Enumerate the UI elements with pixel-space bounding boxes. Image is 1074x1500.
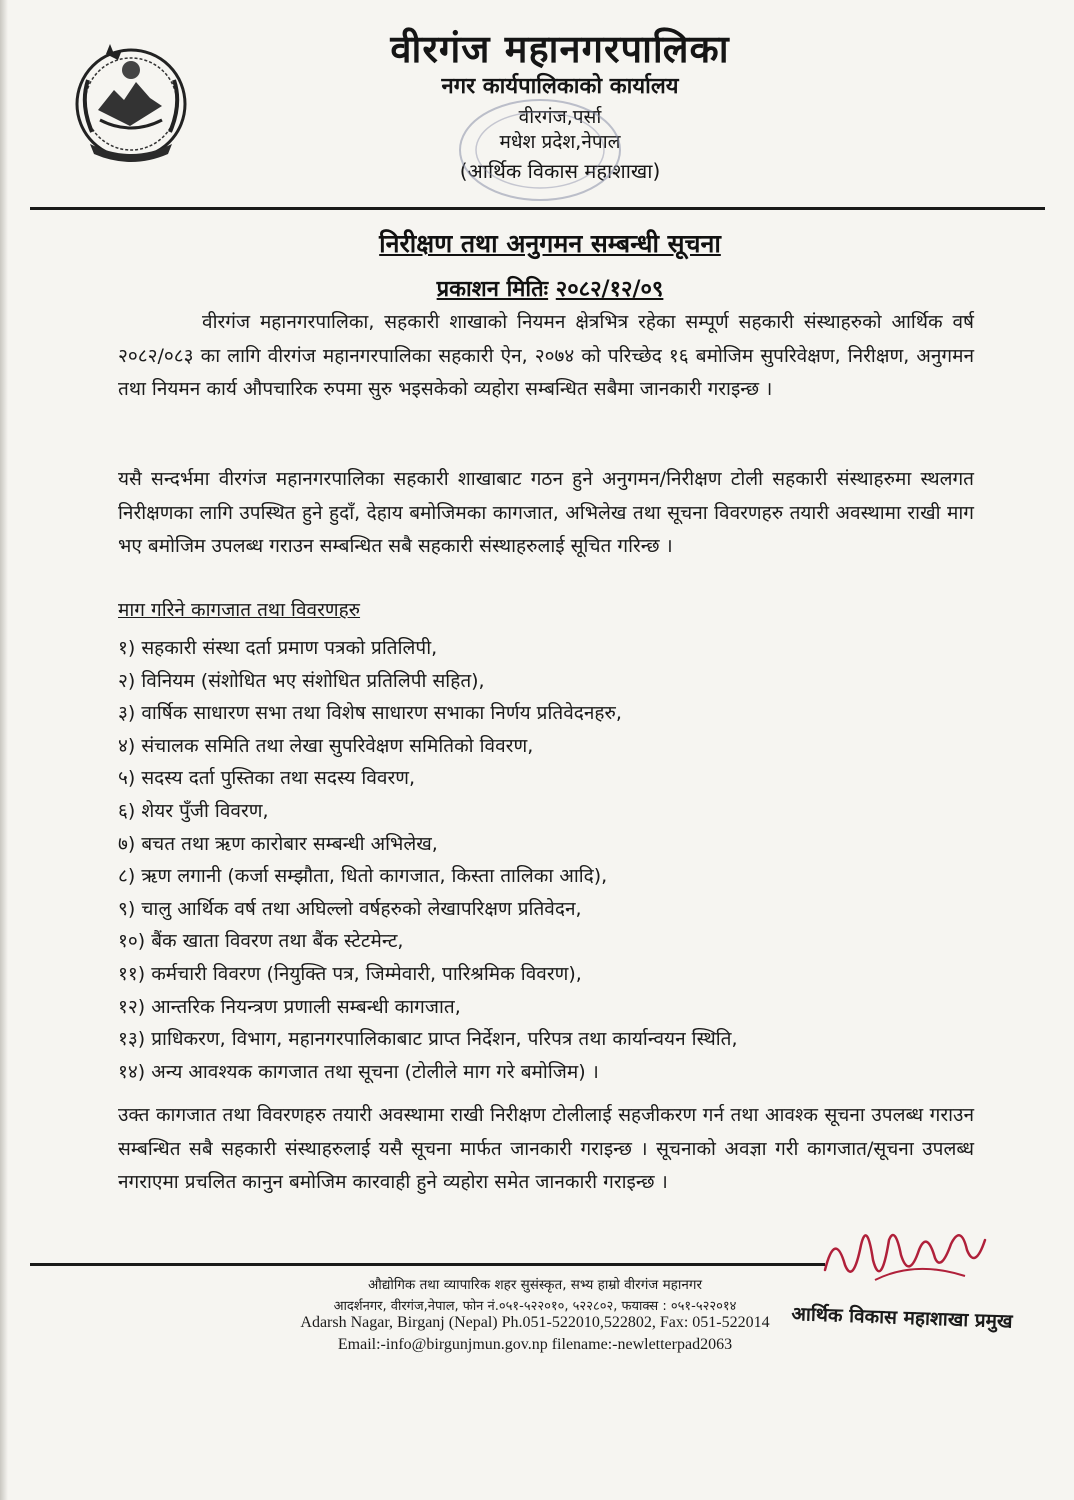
scan-edge-shadow xyxy=(0,0,8,1500)
footer-address-english: Adarsh Nagar, Birganj (Nepal) Ph.051-522010,522802, Fax: 051-522014 xyxy=(300,1314,770,1331)
list-item: ९) चालु आर्थिक वर्ष तथा अघिल्लो वर्षहरुको लेखापरिक्षण प्रतिवेदन, xyxy=(118,897,582,920)
header-divider xyxy=(30,207,1045,210)
footer-slogan: औद्योगिक तथा व्यापारिक शहर सुसंस्कृत, सभ्य हाम्रो वीरगंज महानगर xyxy=(368,1277,702,1293)
publication-date-value: २०८२/१२/०९ xyxy=(555,277,664,302)
signatory-title: आर्थिक विकास महाशाखा प्रमुख xyxy=(791,1302,1013,1333)
list-item: ६) शेयर पुँजी विवरण, xyxy=(118,799,269,822)
list-item: १३) प्राधिकरण, विभाग, महानगरपालिकाबाट प्राप्त निर्देशन, परिपत्र तथा कार्यान्वयन स्थिति, xyxy=(118,1028,738,1051)
publication-date-label: प्रकाशन मितिः xyxy=(436,277,549,302)
list-item: ३) वार्षिक साधारण सभा तथा विशेष साधारण सभाका निर्णय प्रतिवेदनहरु, xyxy=(118,702,622,725)
notice-paragraph-3: उक्त कागजात तथा विवरणहरु तयारी अवस्थामा राखी निरीक्षण टोलीलाई सहजीकरण गर्न तथा आवश्क सूचना उपलब्ध गराउन सम्बन्धित सबै सहकारी संस्थाहरुलाई यसै सूचना मार्फत जानकारी गराइन्छ । सूचनाको अवज्ञा गरी कागजात/सूचना उपलब्ध नगराएमा प्रचलित कानुन बमोजिम कारवाही हुने व्यहोरा समेत जानकारी गराइन्छ । xyxy=(118,1104,974,1193)
nepal-emblem-icon xyxy=(70,40,192,168)
footer-email: Email:-info@birgunjmun.gov.np filename:-newletterpad2063 xyxy=(337,1336,733,1353)
handwritten-signature-icon xyxy=(815,1210,995,1295)
address-line-1: वीरगंज,पर्सा xyxy=(518,106,602,128)
list-item: ४) संचालक समिति तथा लेखा सुपरिवेक्षण समितिको विवरण, xyxy=(118,734,534,757)
list-item: ८) ऋण लगानी (कर्जा सम्झौता, धितो कागजात, किस्ता तालिका आदि), xyxy=(118,865,608,888)
list-item: १०) बैंक खाता विवरण तथा बैंक स्टेटमेन्ट, xyxy=(118,930,404,953)
list-item: १) सहकारी संस्था दर्ता प्रमाण पत्रको प्रतिलिपी, xyxy=(118,637,438,659)
notice-paragraph-1: वीरगंज महानगरपालिका, सहकारी शाखाको नियमन क्षेत्रभित्र रहेका सम्पूर्ण सहकारी संस्थाहरुको आर्थिक वर्ष २०८२/०८३ का लागि वीरगंज महानगरपालिका सहकारी ऐन, २०७४ को परिच्छेद १६ बमोजिम सुपरिवेक्षण, निरीक्षण, अनुगमन तथा नियमन कार्य औपचारिक रुपमा सुरु भइसकेको व्यहोरा सम्बन्धित सबैमा जानकारी गराइन्छ । xyxy=(118,311,974,400)
list-item: ५) सदस्य दर्ता पुस्तिका तथा सदस्य विवरण, xyxy=(118,767,415,790)
list-item: १२) आन्तरिक नियन्त्रण प्रणाली सम्बन्धी कागजात, xyxy=(118,995,461,1018)
list-item: ११) कर्मचारी विवरण (नियुक्ति पत्र, जिम्मेवारी, पारिश्रमिक विवरण), xyxy=(118,962,582,985)
publication-date xyxy=(200,273,900,303)
list-item: १४) अन्य आवश्यक कागजात तथा सूचना (टोलीले माग गरे बमोजिम) । xyxy=(118,1060,599,1083)
office-name: नगर कार्यपालिकाको कार्यालय xyxy=(441,74,679,99)
municipality-name: वीरगंज महानगरपालिका xyxy=(390,27,730,71)
notice-title: निरीक्षण तथा अनुगमन सम्बन्धी सूचना xyxy=(379,229,721,258)
footer-divider xyxy=(30,1263,825,1266)
document-list xyxy=(118,632,974,1088)
document-list-heading: माग गरिने कागजात तथा विवरणहरु xyxy=(118,599,361,621)
notice-paragraph-2: यसै सन्दर्भमा वीरगंज महानगरपालिका सहकारी शाखाबाट गठन हुने अनुगमन/निरीक्षण टोली सहकारी संस्थाहरुमा स्थलगत निरीक्षणका लागि उपस्थित हुने हुदाँ, देहाय बमोजिमका कागजात, अभिलेख तथा सूचना विवरणहरु तयारी अवस्थामा राखी माग भए बमोजिम उपलब्ध गराउन सम्बन्धित सबै सहकारी संस्थाहरुलाई सूचित गरिन्छ । xyxy=(118,468,974,557)
office-stamp-icon xyxy=(455,95,625,205)
list-item: ७) बचत तथा ऋण कारोबार सम्बन्धी अभिलेख, xyxy=(118,832,438,855)
footer-address-nepali: आदर्शनगर, वीरगंज,नेपाल, फोन नं.०५१-५२२०१०, ५२२८०२, फयाक्स : ०५१-५२२०१४ xyxy=(333,1299,737,1314)
address-line-2: मधेश प्रदेश,नेपाल xyxy=(499,131,621,153)
branch-name: (आर्थिक विकास महाशाखा) xyxy=(459,159,661,183)
list-item: २) विनियम (संशोधित भए संशोधित प्रतिलिपी सहित), xyxy=(118,669,485,692)
